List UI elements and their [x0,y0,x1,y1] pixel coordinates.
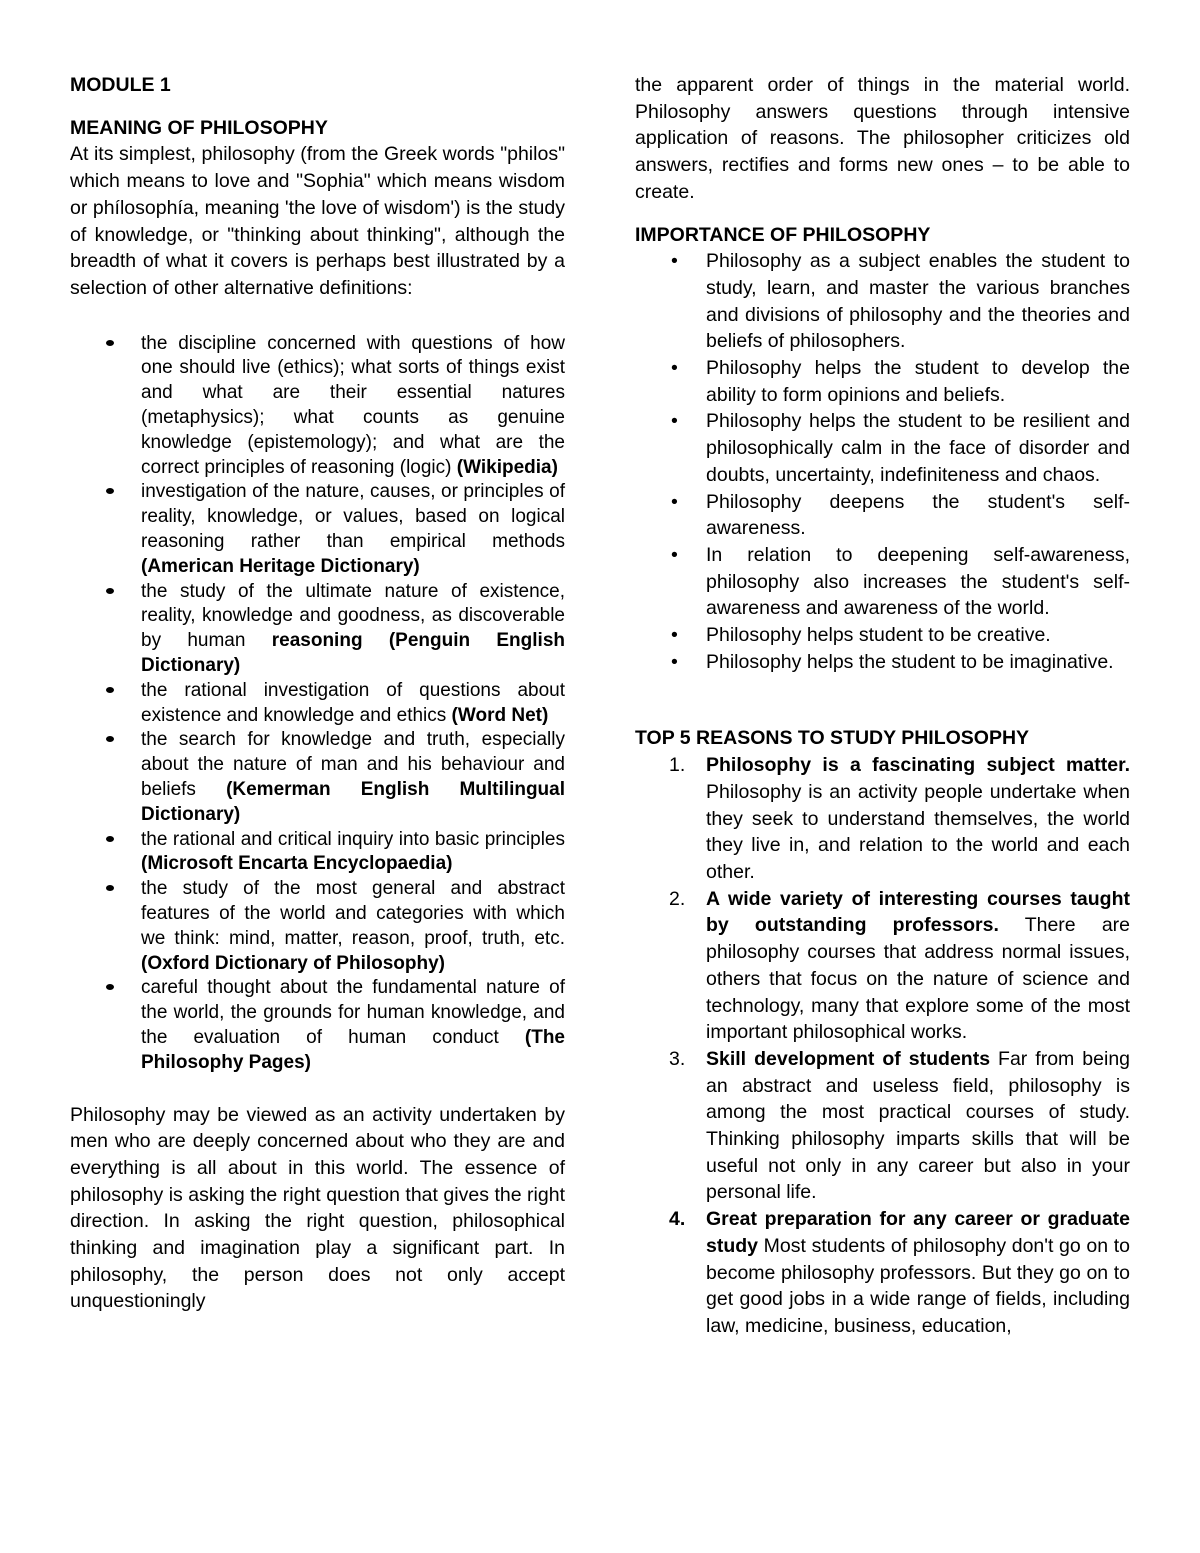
list-item: • Philosophy deepens the student's self-awareness. [706,489,1130,542]
list-item: investigation of the nature, causes, or principles of reality, knowledge, or values, based on logical reasoning rather than empirical methods (American Heritage Dictionary) [141,480,565,579]
list-item: • Philosophy helps the student to be resilient and philosophically calm in the face of disorder and doubts, uncertainty, indefiniteness and chaos. [706,408,1130,488]
importance-list [635,248,1130,675]
item-number: 4. [669,1208,686,1231]
continuation-paragraph: the apparent order of things in the material world. Philosophy answers questions through intensive application of reasons. The philosopher criticizes old answers, rectifies and forms new ones – to be able to create. [635,74,1130,203]
list-item: • Philosophy as a subject enables the student to study, learn, and master the various branches and divisions of philosophy and the theories and beliefs of philosophers. [706,248,1130,355]
left-column [70,72,565,1315]
intro-paragraph: At its simplest, philosophy (from the Greek words "philos" which means to love and "Sophia" which means wisdom or phílosophía, meaning 'the love of wisdom') is the study of knowledge, or "thinking about thinking", although the breadth of what it covers is perhaps best illustrated by a selection of other alternative definitions: [70,143,565,299]
reasons-list [635,752,1130,1339]
reasons-heading: TOP 5 REASONS TO STUDY PHILOSOPHY [635,727,1030,750]
definitions-list [70,332,565,1076]
closing-paragraph: Philosophy may be viewed as an activity undertaken by men who are deeply concerned about who they are and everything is all about in this world. The essence of philosophy is asking the right question that gives the right direction. In asking the right question, philosophical thinking and imagination play a significant part. In philosophy, the person does not only accept unquestioningly [70,1103,565,1313]
list-item: 2. A wide variety of interesting courses taught by outstanding professors. There are philosophy courses that address normal issues, others that focus on the nature of science and technology, many that explore some of the most important philosophical works. [669,887,1130,1044]
list-item: the study of the most general and abstract features of the world and categories with which we think: mind, matter, reason, proof, truth, etc. (Oxford Dictionary of Philosophy) [141,877,565,976]
list-item: the study of the ultimate nature of existence, reality, knowledge and goodness, as discoverable by human reasoning (Penguin English Dictionary) [141,580,565,679]
module-title: MODULE 1 [70,74,171,96]
list-item: the rational and critical inquiry into basic principles (Microsoft Encarta Encyclopaedia) [141,828,565,878]
right-column [635,72,1130,1340]
item-number: 1. [669,754,686,777]
list-item: 1. Philosophy is a fascinating subject matter. Philosophy is an activity people undertake when they seek to understand themselves, the world they live in, and relation to the world and each other. [669,754,1130,883]
list-item: careful thought about the fundamental nature of the world, the grounds for human knowledge, and the evaluation of human conduct (The Philosophy Pages) [141,976,565,1075]
list-item: 3. Skill development of students Far from being an abstract and useless field, philosophy is among the most practical courses of study. Thinking philosophy imparts skills that will be useful not only in any career but also in your personal life. [669,1047,1131,1204]
list-item: • Philosophy helps the student to be imaginative. [706,649,1130,676]
list-item: • Philosophy helps the student to develop the ability to form opinions and beliefs. [706,355,1130,408]
list-item: the rational investigation of questions about existence and knowledge and ethics (Word Net) [141,679,565,729]
list-item: 4. Great preparation for any career or graduate study Most students of philosophy don't go on to become philosophy professors. But they go on to get good jobs in a wide range of fields, including law, medicine, business, education, [669,1208,1130,1337]
item-number: 3. [669,1047,686,1070]
list-item: the discipline concerned with questions of how one should live (ethics); what sorts of things exist and what are their essential natures (metaphysics); what counts as genuine knowledge (epistemology); and what are the correct principles of reasoning (logic) (Wikipedia) [141,332,565,481]
list-item: • In relation to deepening self-awareness, philosophy also increases the student's self-awareness and awareness of the world. [706,542,1130,622]
list-item: the search for knowledge and truth, especially about the nature of man and his behaviour and beliefs (Kemerman English Multilingual Dictionary) [141,728,565,827]
meaning-heading: MEANING OF PHILOSOPHY [70,116,328,139]
list-item: • Philosophy helps student to be creative. [706,622,1130,649]
item-number: 2. [669,887,686,910]
importance-heading: IMPORTANCE OF PHILOSOPHY [635,223,931,246]
